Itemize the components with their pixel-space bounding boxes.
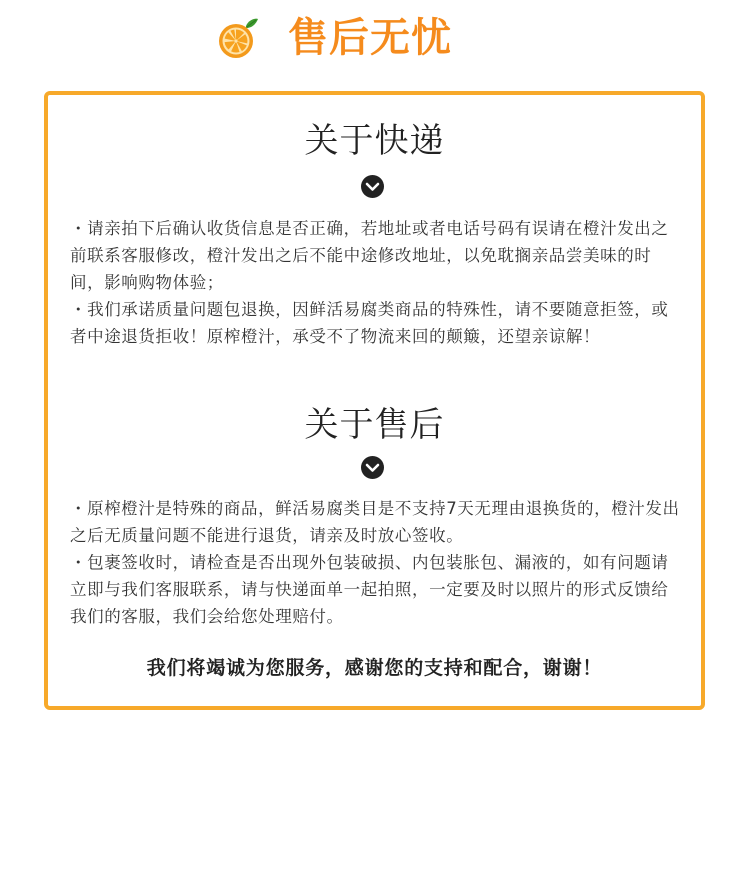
info-panel xyxy=(44,91,705,710)
chevron-down-icon xyxy=(361,456,384,479)
after-sales-paragraph-2: ・包裹签收时，请检查是否出现外包装破损、内包装胀包、漏液的，如有问题请立即与我们客服联系，请与快递面单一起拍照，一定要及时以照片的形式反馈给我们的客服，我们会给您处理赔付。 xyxy=(70,553,669,626)
section-title-shipping: 关于快递 xyxy=(304,121,445,161)
shipping-text xyxy=(70,215,684,350)
page-header xyxy=(0,8,750,68)
closing-message: 我们将竭诚为您服务，感谢您的支持和配合，谢谢！ xyxy=(146,657,603,679)
after-sales-text xyxy=(70,495,684,630)
after-sales-paragraph-1: ・原榨橙汁是特殊的商品，鲜活易腐类目是不支持7天无理由退换货的，橙汁发出之后无质量问题不能进行退货，请亲及时放心签收。 xyxy=(70,499,680,545)
chevron-down-icon xyxy=(361,175,384,198)
shipping-paragraph-2: ・我们承诺质量问题包退换，因鲜活易腐类商品的特殊性，请不要随意拒签，或者中途退货拒收！原榨橙汁，承受不了物流来回的颠簸，还望亲谅解！ xyxy=(70,300,669,346)
shipping-paragraph-1: ・请亲拍下后确认收货信息是否正确，若地址或者电话号码有误请在橙汁发出之前联系客服修改，橙汁发出之后不能中途修改地址，以免耽搁亲品尝美味的时间，影响购物体验； xyxy=(70,219,669,292)
section-title-after-sales: 关于售后 xyxy=(304,405,445,445)
page-title: 售后无忧 xyxy=(288,15,452,61)
orange-slice-icon xyxy=(216,16,260,60)
